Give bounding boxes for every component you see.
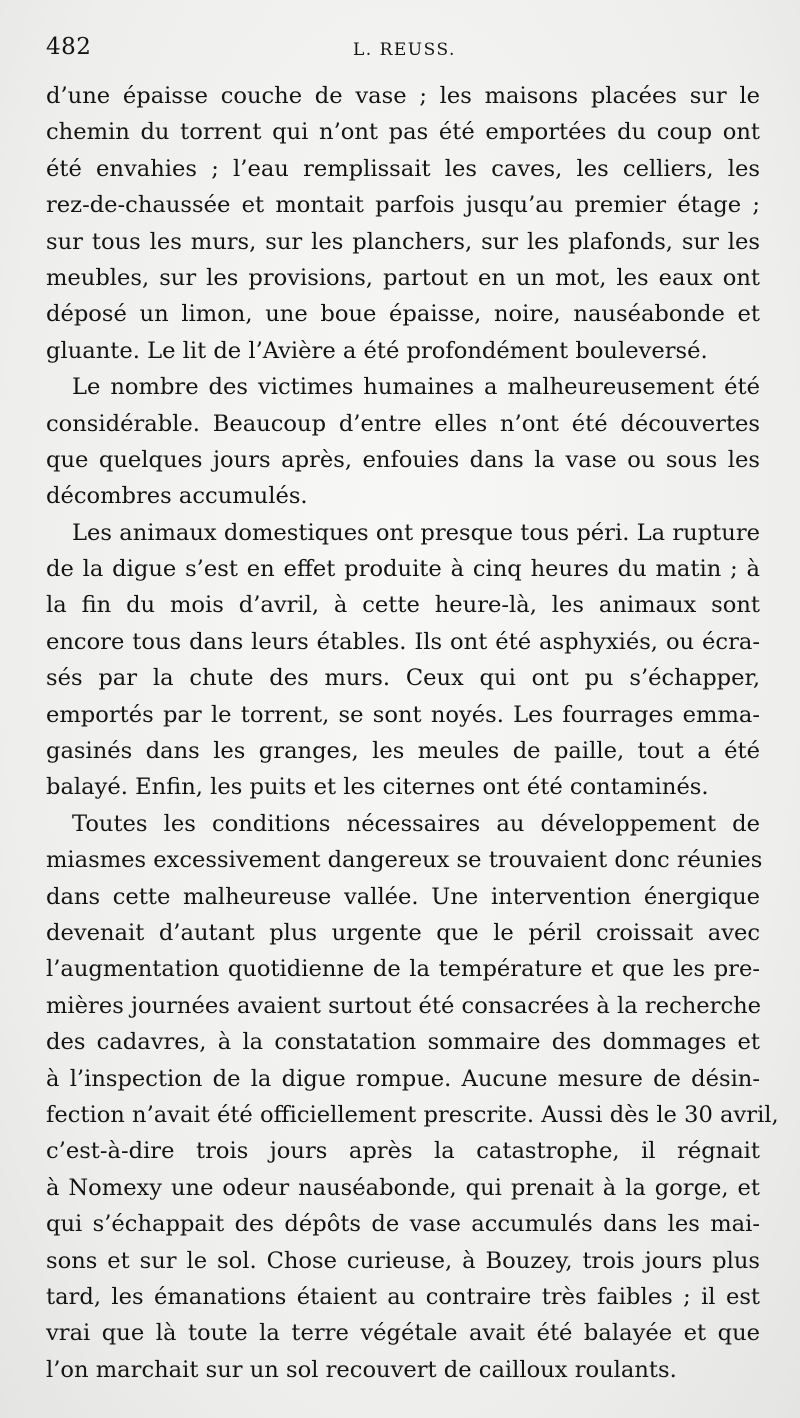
- page-header: [40, 34, 760, 68]
- text-line: des cadavres, à la constatation sommaire des dommages et: [46, 1029, 760, 1056]
- text-line: à l’inspection de la digue rompue. Aucune mesure de désin-: [46, 1065, 760, 1092]
- text-line: de la digue s’est en effet produite à cinq heures du matin ; à: [46, 556, 760, 583]
- text-line: été envahies ; l’eau remplissait les caves, les celliers, les: [46, 155, 760, 182]
- text-line: gluante. Le lit de l’Avière a été profondément bouleversé.: [46, 337, 708, 364]
- body-text: [46, 78, 779, 1388]
- paragraph: [46, 78, 760, 369]
- text-line: la fin du mois d’avril, à cette heure-là, les animaux sont: [46, 592, 760, 619]
- text-line: chemin du torrent qui n’ont pas été emportées du coup ont: [46, 119, 760, 146]
- text-line: que quelques jours après, enfouies dans la vase ou sous les: [46, 446, 760, 473]
- text-line: déposé un limon, une boue épaisse, noire, nauséabonde et: [46, 301, 760, 328]
- text-line: dans cette malheureuse vallée. Une intervention énergique: [46, 883, 760, 910]
- text-line: l’augmentation quotidienne de la température et que les pre-: [46, 956, 760, 983]
- text-line: l’on marchait sur un sol recouvert de cailloux roulants.: [46, 1356, 677, 1383]
- text-line: devenait d’autant plus urgente que le péril croissait avec: [46, 919, 760, 946]
- paragraph: [46, 369, 760, 515]
- text-line: emportés par le torrent, se sont noyés. Les fourrages emma-: [46, 701, 760, 728]
- paragraph: [46, 515, 760, 806]
- text-line: fection n’avait été officiellement prescrite. Aussi dès le 30 avril,: [46, 1101, 779, 1128]
- text-line: encore tous dans leurs étables. Ils ont été asphyxiés, ou écra-: [46, 628, 760, 655]
- text-line: c’est-à-dire trois jours après la catastrophe, il régnait: [46, 1138, 760, 1165]
- text-line: mières journées avaient surtout été consacrées à la recherche: [46, 992, 762, 1019]
- text-line: décombres accumulés.: [46, 483, 308, 510]
- text-line: considérable. Beaucoup d’entre elles n’ont été découvertes: [46, 410, 760, 437]
- text-line: à Nomexy une odeur nauséabonde, qui prenait à la gorge, et: [46, 1174, 760, 1201]
- text-line: rez-de-chaussée et montait parfois jusqu’au premier étage ;: [46, 192, 760, 219]
- text-line: sés par la chute des murs. Ceux qui ont pu s’échapper,: [46, 665, 760, 692]
- text-line: Toutes les conditions nécessaires au développement de: [72, 810, 760, 837]
- text-line: tard, les émanations étaient au contraire très faibles ; il est: [46, 1283, 760, 1310]
- text-line: qui s’échappait des dépôts de vase accumulés dans les mai-: [46, 1211, 760, 1238]
- text-line: sur tous les murs, sur les planchers, sur les plafonds, sur les: [46, 228, 760, 255]
- text-line: balayé. Enfin, les puits et les citernes ont été contaminés.: [46, 774, 709, 801]
- text-line: meubles, sur les provisions, partout en un mot, les eaux ont: [46, 264, 760, 291]
- text-line: gasinés dans les granges, les meules de paille, tout a été: [46, 738, 760, 765]
- text-line: sons et sur le sol. Chose curieuse, à Bouzey, trois jours plus: [46, 1247, 760, 1274]
- page-number: 482: [46, 34, 92, 60]
- paragraph: [46, 806, 779, 1388]
- text-line: Le nombre des victimes humaines a malheureusement été: [72, 374, 760, 401]
- text-line: d’une épaisse couche de vase ; les maisons placées sur le: [46, 83, 760, 109]
- running-head: L. REUSS.: [353, 40, 456, 60]
- text-line: vrai que là toute la terre végétale avait été balayée et que: [46, 1320, 760, 1347]
- text-line: miasmes excessivement dangereux se trouvaient donc réunies: [46, 847, 763, 874]
- text-line: Les animaux domestiques ont presque tous péri. La rupture: [72, 519, 760, 546]
